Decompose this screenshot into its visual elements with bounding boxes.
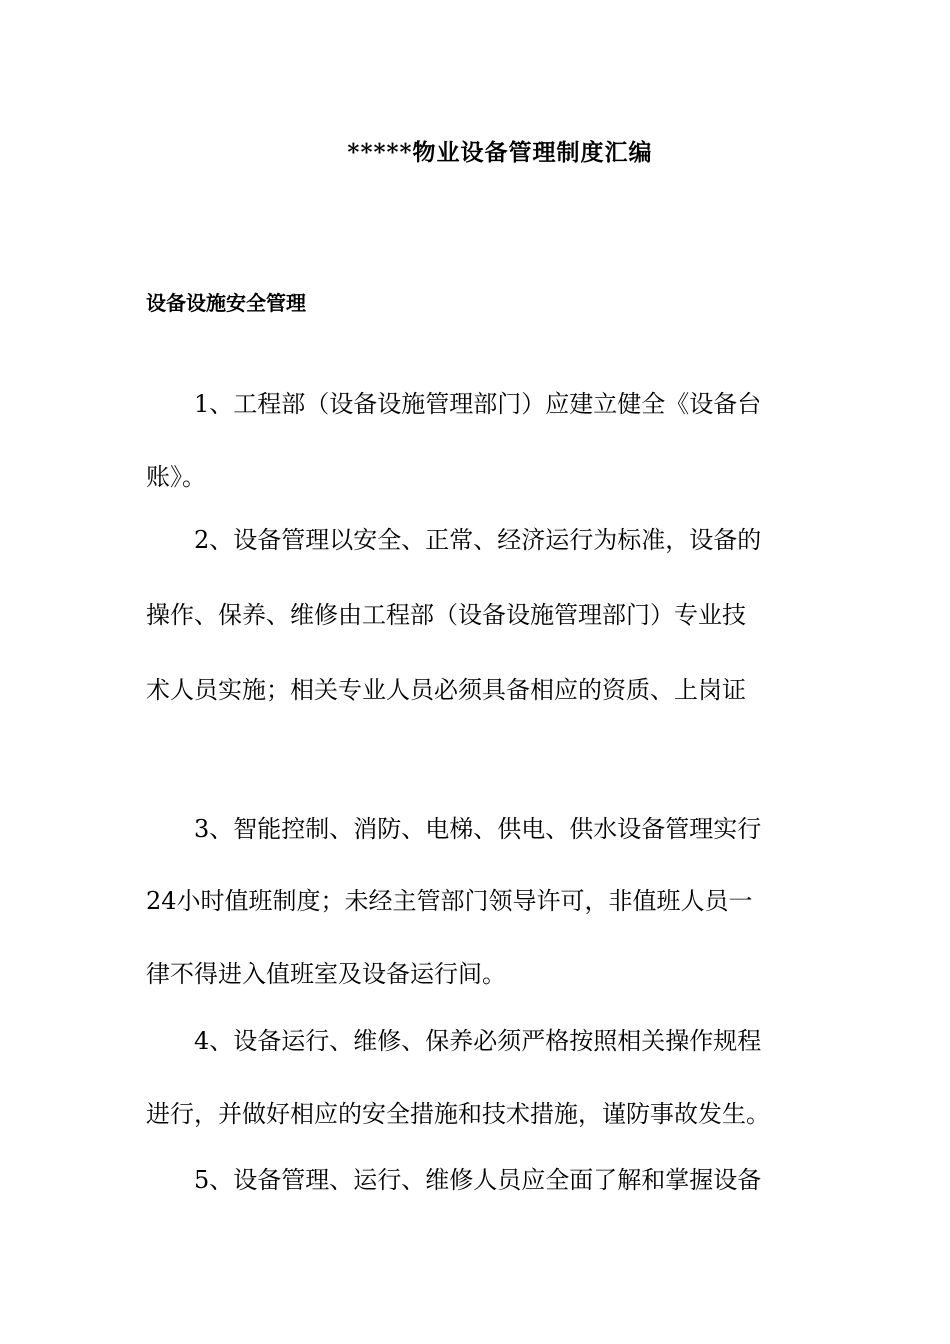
paragraph-3-line-2: 24小时值班制度；未经主管部门领导许可，非值班人员一 <box>146 887 753 915</box>
document-title: *****物业设备管理制度汇编 <box>347 139 653 166</box>
paragraph-3-line-3: 律不得进入值班室及设备运行间。 <box>146 960 506 988</box>
paragraph-2-line-1: 2、设备管理以安全、正常、经济运行为标准，设备的 <box>194 526 762 554</box>
paragraph-2-line-3: 术人员实施；相关专业人员必须具备相应的资质、上岗证 <box>146 676 746 704</box>
paragraph-4-line-1: 4、设备运行、维修、保养必须严格按照相关操作规程 <box>194 1027 762 1055</box>
section-heading: 设备设施安全管理 <box>146 291 306 315</box>
paragraph-2-line-2: 操作、保养、维修由工程部（设备设施管理部门）专业技 <box>146 601 746 629</box>
paragraph-3-line-1: 3、智能控制、消防、电梯、供电、供水设备管理实行 <box>194 815 762 843</box>
paragraph-1-line-1: 1、工程部（设备设施管理部门）应建立健全《设备台 <box>194 390 762 418</box>
paragraph-1-line-2: 账》。 <box>146 463 206 491</box>
paragraph-4-line-2: 进行，并做好相应的安全措施和技术措施，谨防事故发生。 <box>146 1100 770 1128</box>
paragraph-5-line-1: 5、设备管理、运行、维修人员应全面了解和掌握设备 <box>194 1166 762 1194</box>
